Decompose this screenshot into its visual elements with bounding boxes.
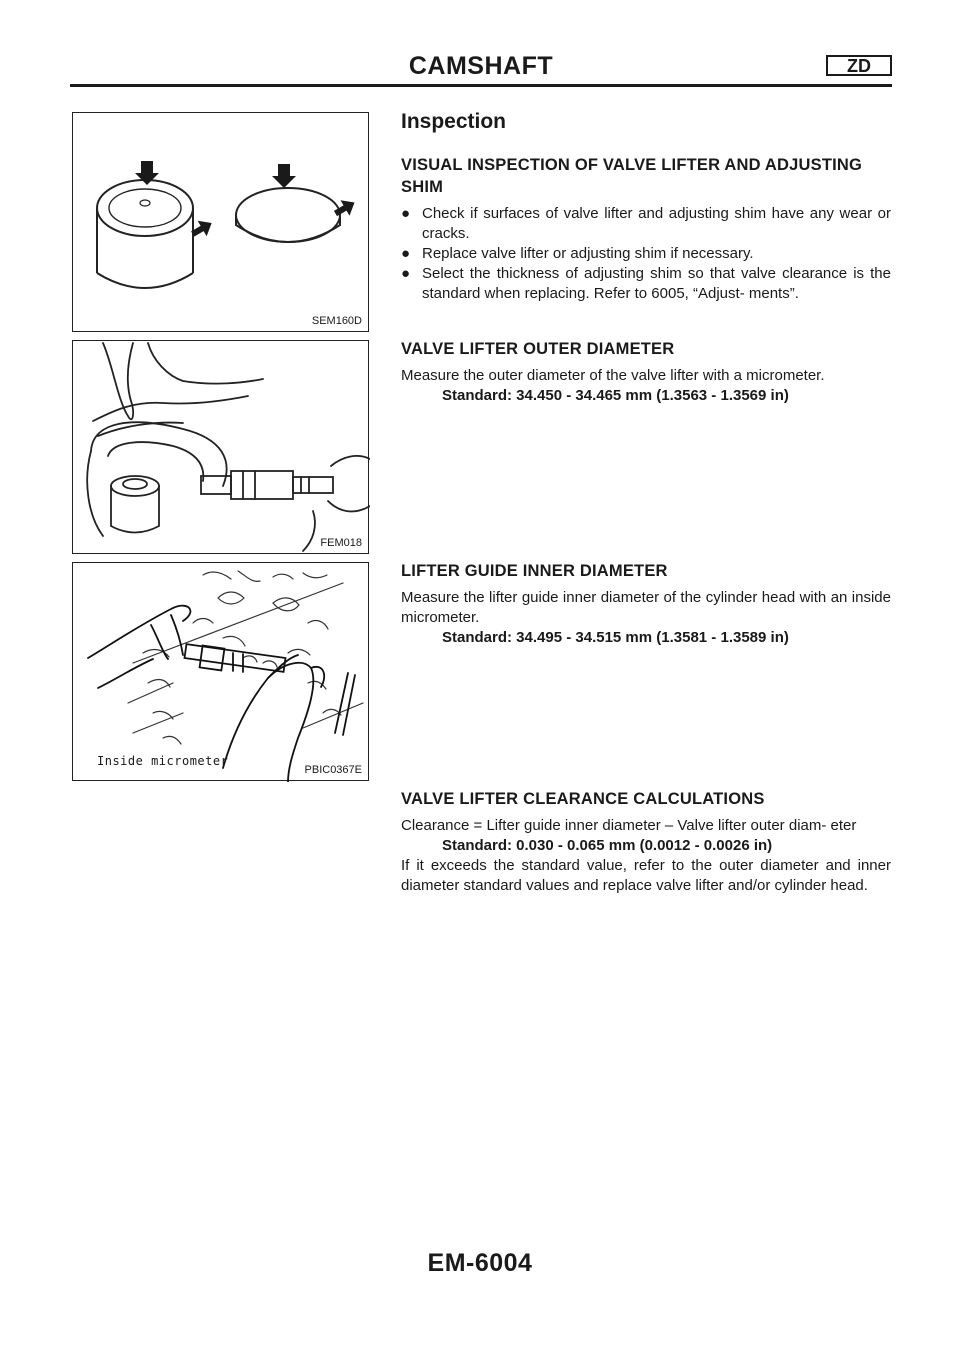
micrometer-illustration [73,341,370,555]
list-item: ● Check if surfaces of valve lifter and adjusting shim have any wear or cracks. [401,205,891,242]
section-title: CAMSHAFT [408,52,554,80]
inner-diameter-text: Measure the lifter guide inner diameter of the cylinder head with an inside micrometer. [401,589,891,626]
visual-inspection-heading: VISUAL INSPECTION OF VALVE LIFTER AND ADJUSTING SHIM [401,156,863,196]
outer-diameter-standard: Standard: 34.450 - 34.465 mm (1.3563 - 1.3569 in) [442,387,789,404]
clearance-formula: Clearance = Lifter guide inner diameter – Valve lifter outer diam- eter [401,817,857,834]
bullet-icon: ● [401,205,411,222]
figure-inner-diameter [72,562,369,781]
list-item: ● Replace valve lifter or adjusting shim if necessary. [401,245,754,262]
inner-diameter-section [401,560,891,648]
clearance-section [401,788,891,896]
clearance-note: If it exceeds the standard value, refer to the outer diameter and inner diameter standard values and replace valve lifter and/or cylinder head. [401,857,891,894]
engine-code-badge: ZD [826,55,892,76]
inside-micrometer-illustration [73,563,370,782]
header-rule [70,84,892,87]
clearance-standard: Standard: 0.030 - 0.065 mm (0.0012 - 0.0026 in) [442,837,773,854]
inner-diameter-standard: Standard: 34.495 - 34.515 mm (1.3581 - 1.3589 in) [442,629,789,646]
figure-label: Inside micrometer [97,754,229,768]
outer-diameter-section [401,338,891,406]
outer-diameter-heading: VALVE LIFTER OUTER DIAMETER [401,340,675,358]
bullet-icon: ● [401,245,411,262]
page-header [70,52,892,84]
figure-code: PBIC0367E [304,764,362,776]
figure-valve-lifter-shim [72,112,369,332]
list-item: ● Select the thickness of adjusting shim so that valve clearance is the standard when replacing. Refer to 6005, “Adjust- ments”. [401,265,891,302]
bullet-icon: ● [401,265,411,282]
figure-code: SEM160D [311,315,362,327]
figure-code: FEM018 [320,537,362,549]
clearance-heading: VALVE LIFTER CLEARANCE CALCULATIONS [401,790,765,808]
page-number: EM-6004 [427,1249,533,1277]
outer-diameter-text: Measure the outer diameter of the valve lifter with a micrometer. [401,367,825,384]
inner-diameter-heading: LIFTER GUIDE INNER DIAMETER [401,562,668,580]
visual-inspection-section [401,154,891,304]
valve-lifter-shim-illustration [73,113,370,333]
page-heading: Inspection [401,110,507,133]
visual-inspection-list [401,204,891,304]
main-content [401,110,891,894]
figure-outer-diameter [72,340,369,554]
